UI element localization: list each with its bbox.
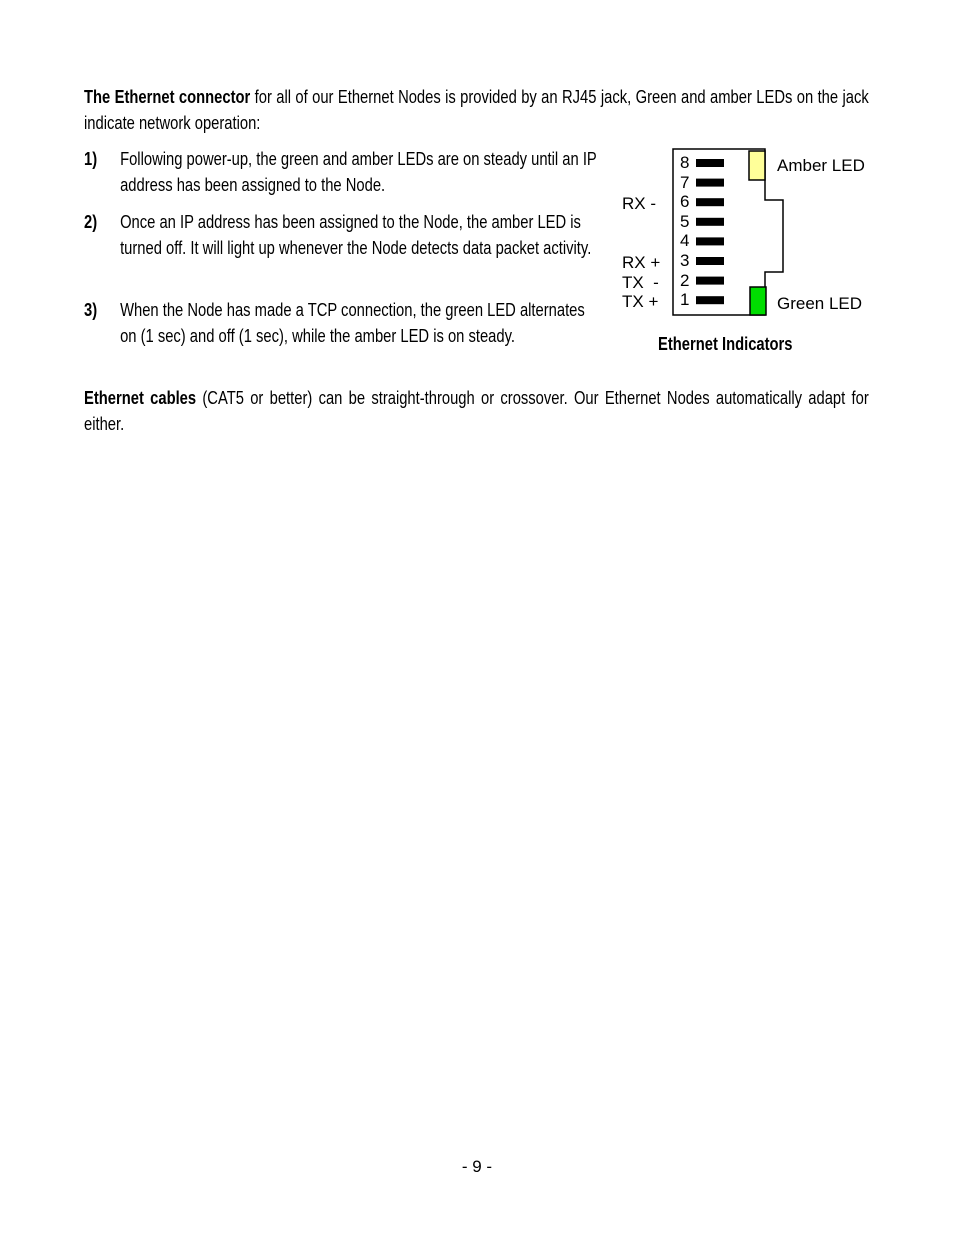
pin-number-8: 8 [680, 153, 690, 172]
signal-tx-plus: TX + [622, 292, 659, 311]
step-text: Once an IP address has been assigned to the Node, the amber LED is turned off. It will light up whenever the Node detects data packet activity. [120, 212, 592, 258]
amber-led-label: Amber LED [777, 156, 865, 175]
ethernet-cables-paragraph [84, 386, 869, 437]
ethernet-cables-lead: Ethernet cables [84, 388, 197, 408]
pin-contact-3 [696, 257, 724, 265]
page-number: - 9 - [461, 1157, 493, 1176]
pin-contact-6 [696, 198, 724, 206]
amber-led-indicator [749, 151, 765, 180]
pin-contact-5 [696, 218, 724, 226]
step-number: 2) [84, 212, 98, 232]
pin-number-6: 6 [680, 192, 690, 212]
ethernet-cables-text: (CAT5 or better) can be straight-through or crossover. Our Ethernet Nodes automatically adapt for either. [84, 388, 869, 434]
pin-number-4: 4 [680, 231, 690, 251]
pin-contact-4 [696, 237, 724, 245]
step-number: 1) [84, 149, 98, 169]
pin-number-2: 2 [680, 270, 690, 290]
signal-tx-minus: TX - [622, 273, 659, 292]
pin-number-7: 7 [680, 172, 690, 192]
step-text: Following power-up, the green and amber LEDs are on steady until an IP address has been assigned to the Node. [120, 149, 597, 195]
pin-contact-8 [696, 159, 724, 167]
green-led-label: Green LED [777, 294, 863, 313]
ethernet-indicators-diagram [612, 144, 902, 364]
step-number: 3) [84, 300, 98, 320]
step-text: When the Node has made a TCP connection, the green LED alternates on (1 sec) and off (1 sec), while the amber LED is on steady. [120, 300, 585, 346]
signal-rx-minus: RX - [622, 194, 656, 213]
ethernet-connector-paragraph [84, 85, 869, 136]
pin-number-3: 3 [680, 251, 690, 270]
ethernet-connector-text: for all of our Ethernet Nodes is provided by an RJ45 jack, Green and amber LEDs on the jack indicate network operation: [84, 87, 869, 133]
green-led-indicator [750, 287, 766, 315]
pin-contact-7 [696, 179, 724, 187]
signal-rx-plus: RX + [622, 253, 661, 272]
pin-contact-2 [696, 277, 724, 285]
ethernet-connector-lead: The Ethernet connector [84, 87, 251, 107]
pin-contact-1 [696, 296, 724, 304]
pin-number-5: 5 [680, 211, 690, 231]
pin-number-1: 1 [680, 290, 690, 310]
diagram-caption: Ethernet Indicators [658, 334, 793, 354]
